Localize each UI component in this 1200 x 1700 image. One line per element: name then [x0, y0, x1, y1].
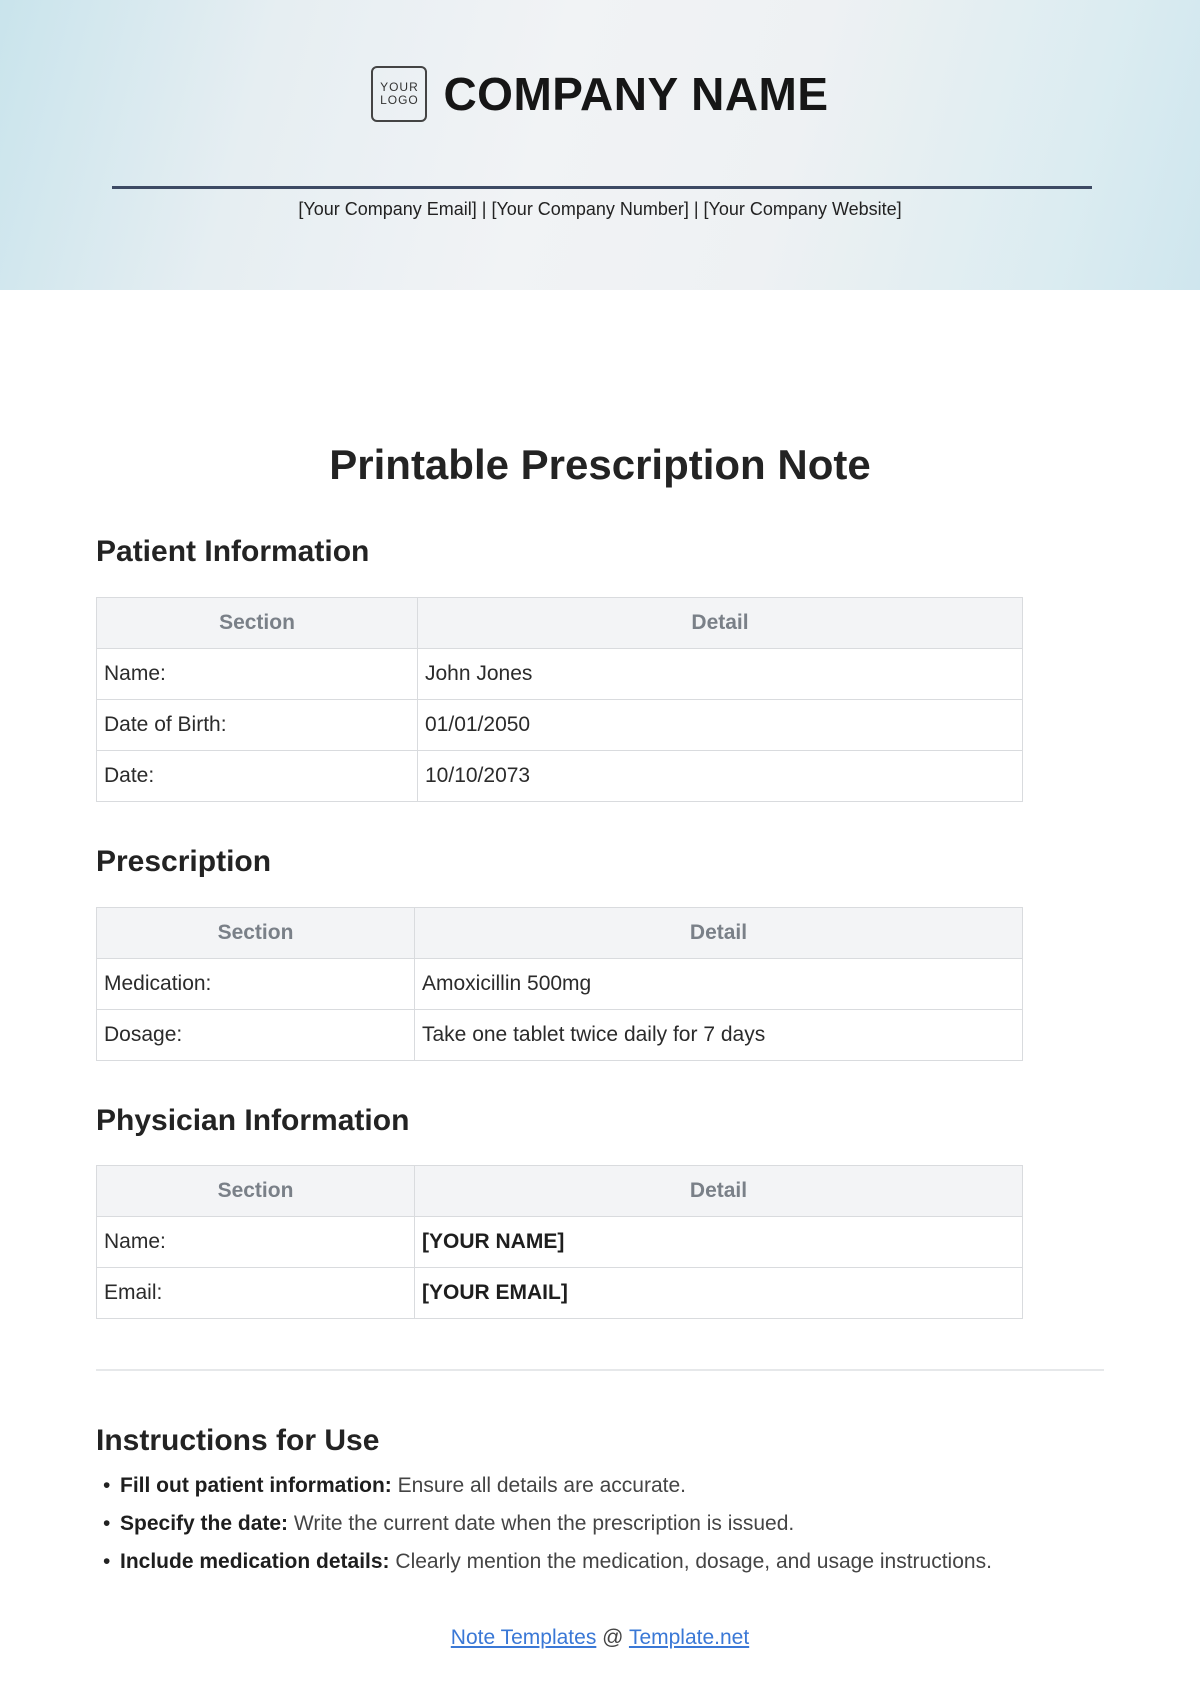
prescription-table: [96, 907, 1023, 1061]
row-label: Dosage:: [97, 1010, 415, 1061]
template-net-link[interactable]: Template.net: [628, 1626, 750, 1649]
section-divider: [96, 1369, 1104, 1371]
logo-text-line1: YOUR: [380, 80, 419, 94]
row-value: [YOUR NAME]: [415, 1217, 1023, 1268]
instructions-heading: Instructions for Use: [96, 1424, 380, 1457]
row-value: Amoxicillin 500mg: [415, 959, 1023, 1010]
row-label: Date:: [97, 751, 418, 802]
table-row: [97, 1010, 1023, 1061]
column-header-section: Section: [97, 598, 418, 649]
list-item: [96, 1505, 996, 1543]
company-logo: [371, 66, 427, 122]
brand-row: [0, 66, 1200, 122]
logo-text-line2: LOGO: [380, 93, 419, 107]
row-value: Take one tablet twice daily for 7 days: [415, 1010, 1023, 1061]
table-header-row: [97, 908, 1023, 959]
row-value: John Jones: [418, 649, 1023, 700]
column-header-section: Section: [97, 908, 415, 959]
table-row: [97, 959, 1023, 1010]
company-name: COMPANY NAME: [443, 68, 829, 120]
table-row: [97, 751, 1023, 802]
company-contact: [Your Company Email] | [Your Company Number] | [Your Company Website]: [298, 199, 902, 219]
table-row: [97, 649, 1023, 700]
document-title: Printable Prescription Note: [329, 441, 871, 488]
row-label: Name:: [97, 649, 418, 700]
physician-info-heading: Physician Information: [96, 1104, 410, 1137]
note-templates-link[interactable]: Note Templates: [450, 1626, 597, 1649]
instructions-list: [96, 1467, 996, 1581]
header-divider: [112, 186, 1092, 189]
physician-info-table: [96, 1165, 1023, 1319]
prescription-heading: Prescription: [96, 845, 272, 878]
footer-separator: @: [596, 1626, 629, 1649]
row-label: Medication:: [97, 959, 415, 1010]
row-label: Date of Birth:: [97, 700, 418, 751]
instruction-text: Clearly mention the medication, dosage, and usage instructions.: [389, 1550, 992, 1573]
list-item: [96, 1467, 996, 1505]
table-row: [97, 1217, 1023, 1268]
row-value: 01/01/2050: [418, 700, 1023, 751]
column-header-detail: Detail: [418, 598, 1023, 649]
table-header-row: [97, 598, 1023, 649]
instruction-title: Fill out patient information:: [120, 1474, 392, 1497]
table-row: [97, 700, 1023, 751]
row-value: 10/10/2073: [418, 751, 1023, 802]
row-value: [YOUR EMAIL]: [415, 1268, 1023, 1319]
row-label: Email:: [97, 1268, 415, 1319]
list-item: [96, 1543, 996, 1581]
instruction-title: Specify the date:: [120, 1512, 289, 1535]
page-header: [0, 0, 1200, 290]
page-footer: [0, 1626, 1200, 1650]
instruction-text: Write the current date when the prescription is issued.: [288, 1512, 795, 1535]
row-label: Name:: [97, 1217, 415, 1268]
column-header-section: Section: [97, 1166, 415, 1217]
patient-info-table: [96, 597, 1023, 802]
table-row: [97, 1268, 1023, 1319]
column-header-detail: Detail: [415, 908, 1023, 959]
column-header-detail: Detail: [415, 1166, 1023, 1217]
table-header-row: [97, 1166, 1023, 1217]
instruction-text: Ensure all details are accurate.: [391, 1474, 686, 1497]
patient-info-heading: Patient Information: [96, 535, 370, 568]
instruction-title: Include medication details:: [120, 1550, 390, 1573]
